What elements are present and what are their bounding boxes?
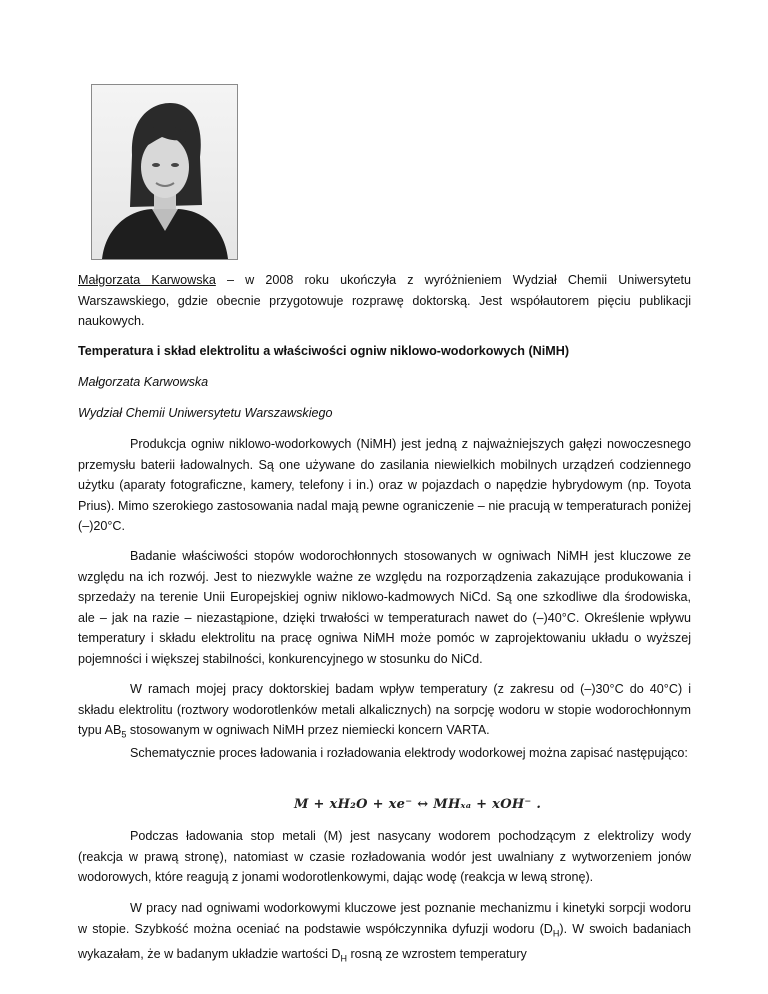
body-paragraph-4: Schematycznie proces ładowania i rozładowania elektrody wodorkowej można zapisać następująco: (130, 746, 688, 760)
p3-text-b: stosowanym w ogniwach NiMH przez niemiecki koncern VARTA. (126, 723, 490, 737)
author-bio-paragraph (78, 270, 691, 332)
article-title: Temperatura i skład elektrolitu a właściwości ogniw niklowo-wodorkowych (NiMH) (78, 344, 570, 358)
body-paragraph-1: Produkcja ogniw niklowo-wodorkowych (NiMH) jest jedną z najważniejszych gałęzi nowoczesnego przemysłu baterii ładowalnych. Są one używane do zasilania niewielkich mobilnych urządzeń codziennego użytku (aparaty fotograficzne, kamery, telefony i in.) oraz w pojazdach o napędzie hybrydowym (np. Toyota Prius). Mimo szerokiego zastosowania nadal mają pewne ograniczenie – nie pracują w temperaturach poniżej (–)20°C. (78, 437, 691, 533)
p6-subscript-2: H (340, 953, 347, 964)
article-author: Małgorzata Karwowska (78, 375, 209, 389)
article-affiliation: Wydział Chemii Uniwersytetu Warszawskiego (78, 406, 333, 420)
reaction-equation: M + xH₂O + xe⁻ ↔ MHₓₐ + xOH⁻ . (294, 797, 542, 812)
body-paragraph-6 (78, 898, 691, 969)
p6-text-a: W pracy nad ogniwami wodorkowymi kluczowe jest poznanie mechanizmu i kinetyki sorpcji wodoru w stopie. Szybkość można oceniać na podstawie współczynnika dyfuzji wodoru (D (78, 901, 691, 936)
author-portrait-image (91, 84, 238, 260)
p6-text-c: rosną ze wzrostem temperatury (346, 946, 527, 961)
portrait-graphic (92, 85, 237, 259)
p6-text-b: ). W swoich badaniach wykazałam, że w badanym układzie wartości D (78, 921, 691, 961)
author-bio-name: Małgorzata Karwowska (78, 273, 216, 287)
body-paragraph-5: Podczas ładowania stop metali (M) jest nasycany wodorem pochodzącym z elektrolizy wody (reakcja w prawą stronę), natomiast w czasie rozładowania wodór jest uwalniany z wytworzeniem jonów wodorowych, które reagują z jonami wodorotlenkowymi, dając wodę (reakcja w lewą stronę). (78, 829, 691, 884)
p3-text-a: W ramach mojej pracy doktorskiej badam wpływ temperatury (z zakresu od (–)30°C do 40°C) i składu elektrolitu (roztwory wodorotlenków metali alkalicznych) na sorpcję wodoru w stopie wodorochłonnym typu AB (78, 682, 691, 737)
body-paragraph-2: Badanie właściwości stopów wodorochłonnych stosowanych w ogniwach NiMH jest kluczowe ze względu na ich rozwój. Jest to niezwykle ważne ze względu na rozporządzenia zakazujące produkowania i sprzedaży na terenie Unii Europejskiej ogniw niklowo-kadmowych NiCd. Są one szkodliwe dla środowiska, ale – jak na razie – niezastąpione, dzięki trwałości w temperaturach nawet do (–)40°C. Określenie wpływu temperatury i składu elektrolitu na pracę ogniwa NiMH może pomóc w zaprojektowaniu układu o wyższej pojemności i większej stabilności, konkurencyjnego w stosunku do NiCd. (78, 549, 691, 666)
p6-subscript-1: H (552, 928, 560, 939)
p3-subscript: 5 (121, 729, 127, 740)
author-bio-text: – w 2008 roku ukończyła z wyróżnieniem Wydział Chemii Uniwersytetu Warszawskiego, gdzie obecnie przygotowuje rozprawę doktorską. Jest współautorem pięciu publikacji naukowych. (78, 273, 692, 328)
body-paragraph-3 (78, 679, 691, 745)
